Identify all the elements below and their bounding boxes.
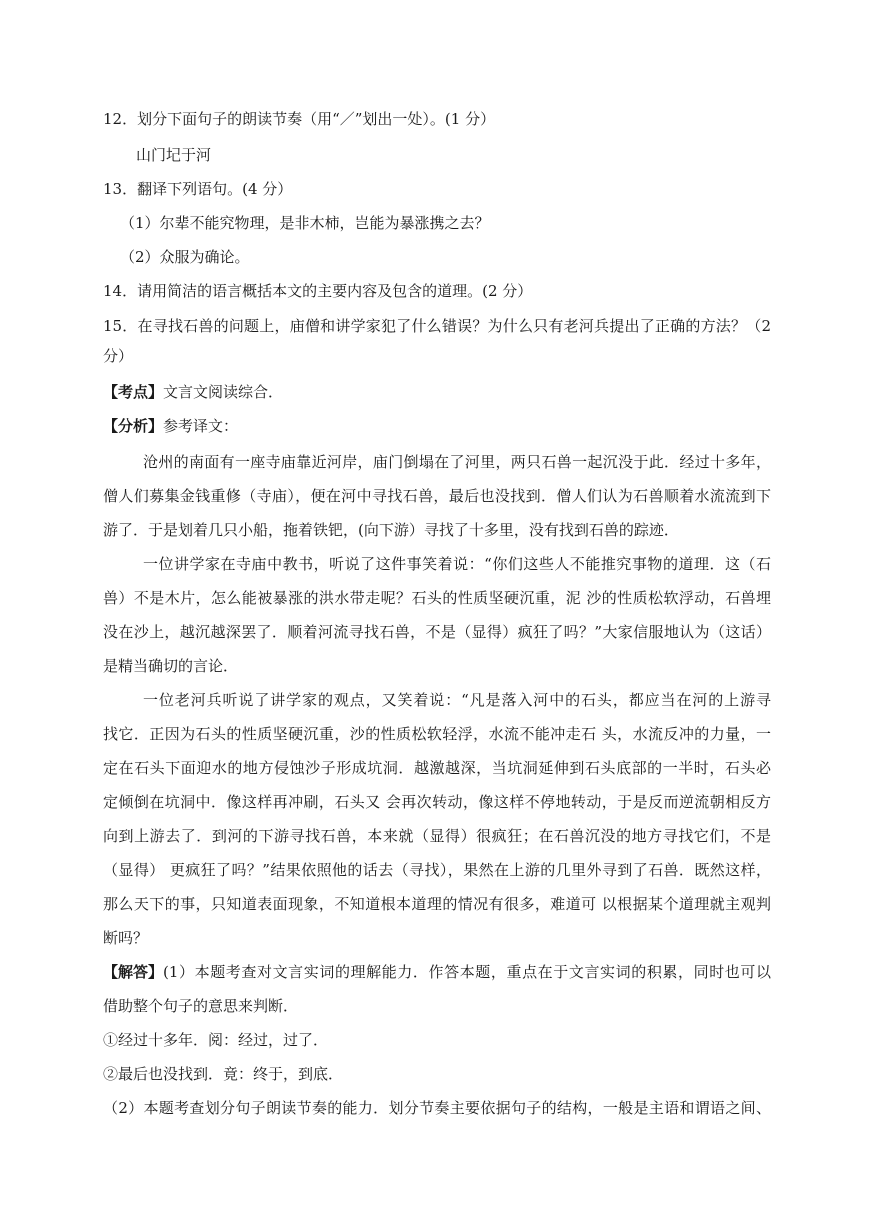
question-13: 13．翻译下列语句。(4 分） <box>103 180 293 198</box>
translation-p1-line-1: 沧州的南面有一座寺庙靠近河岸，庙门倒塌在了河里，两只石兽一起沉没于此．经过十多年， <box>143 453 771 471</box>
translation-p2-line-3: 没在沙上，越沉越深罢了．顺着河流寻找石兽，不是（显得）疯狂了吗？”大家信服地认为（这话） <box>103 623 771 641</box>
translation-p3-line-5: 向到上游去了．到河的下游寻找石兽，本来就（显得）很疯狂；在石兽沉没的地方寻找它们，不是 <box>103 827 771 845</box>
question-13-item-2: （2）众服为确论。 <box>120 248 250 266</box>
kaodian-block <box>103 382 283 402</box>
kaodian-tag: 【考点】 <box>103 383 164 401</box>
jieda-tag: 【解答】 <box>103 963 164 981</box>
question-15-line-2: 分） <box>103 347 134 365</box>
jieda-item-1: ①经过十多年．阅：经过，过了． <box>103 1031 329 1049</box>
fenxi-tag: 【分析】 <box>103 417 164 435</box>
jieda-item-2: ②最后也没找到．竟：终于，到底． <box>103 1065 344 1083</box>
fenxi-block <box>103 416 238 436</box>
translation-p3-line-3: 定在石头下面迎水的地方侵蚀沙子形成坑洞．越激越深，当坑洞延伸到石头底部的一半时，石头必 <box>103 759 771 777</box>
question-13-item-1: （1）尔辈不能究物理，是非木柿，岂能为暴涨携之去？ <box>120 214 490 232</box>
translation-p3-line-6: （显得） 更疯狂了吗？”结果依照他的话去（寻找），果然在上游的几里外寻到了石兽．既然这样， <box>103 861 771 879</box>
jieda-block <box>103 962 771 982</box>
translation-p1-line-3: 游了．于是划着几只小船，拖着铁钯，(向下游）寻找了十多里，没有找到石兽的踪迹． <box>103 521 679 539</box>
kaodian-text: 文言文阅读综合． <box>163 383 284 401</box>
translation-p1-line-2: 僧人们募集金钱重修（寺庙），便在河中寻找石兽，最后也没找到．僧人们认为石兽顺着水流流到下 <box>103 487 771 505</box>
jieda-line-2: 借助整个句子的意思来判断． <box>103 997 299 1015</box>
translation-p2-line-4: 是精当确切的言论． <box>103 657 239 675</box>
translation-p3-line-2: 找它．正因为石头的性质坚硬沉重，沙的性质松软轻浮，水流不能冲走石 头，水流反冲的力量，一 <box>103 725 771 743</box>
question-14: 14．请用简洁的语言概括本文的主要内容及包含的道理。(2 分） <box>103 282 533 300</box>
question-12: 12．划分下面句子的朗读节奏（用“／”划出一处）。(1 分） <box>103 110 496 128</box>
fenxi-text: 参考译文： <box>163 417 239 435</box>
translation-p3-line-8: 断吗？ <box>103 929 149 947</box>
translation-p2-line-1: 一位讲学家在寺庙中教书，听说了这件事笑着说：“你们这些人不能推究事物的道理．这（石 <box>143 555 771 573</box>
question-15-line-1: 15．在寻找石兽的问题上，庙僧和讲学家犯了什么错误？为什么只有老河兵提出了正确的方法？（2 <box>103 317 771 335</box>
translation-p2-line-2: 兽）不是木片，怎么能被暴涨的洪水带走呢？石头的性质坚硬沉重，泥 沙的性质松软浮动，石兽埋 <box>103 589 771 607</box>
translation-p3-line-4: 定倾倒在坑洞中．像这样再冲刷，石头又 会再次转动，像这样不停地转动，于是反而逆流朝相反方 <box>103 793 771 811</box>
question-12-sentence: 山门圮于河 <box>136 146 212 164</box>
translation-p3-line-1: 一位老河兵听说了讲学家的观点，又笑着说：“凡是落入河中的石头，都应当在河的上游寻 <box>143 691 771 709</box>
jieda-line-1: (1）本题考查对文言实词的理解能力．作答本题，重点在于文言实词的积累，同时也可以 <box>163 963 771 981</box>
jieda-part-2: （2）本题考查划分句子朗读节奏的能力．划分节奏主要依据句子的结构，一般是主语和谓语之间、 <box>103 1099 771 1117</box>
translation-p3-line-7: 那么天下的事，只知道表面现象，不知道根本道理的情况有很多，难道可 以根据某个道理就主观判 <box>103 895 771 913</box>
